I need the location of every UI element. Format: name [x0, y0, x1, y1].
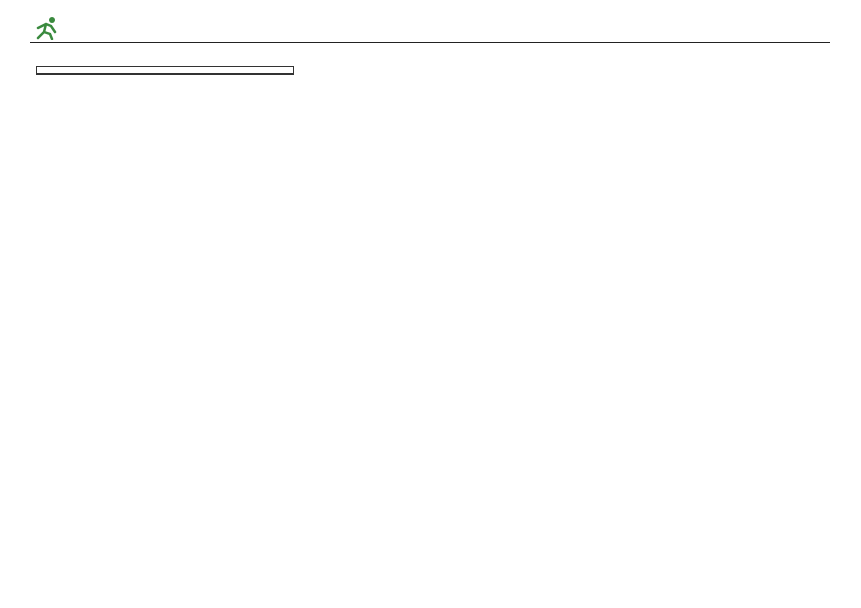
header-divider [30, 42, 830, 43]
score-box [36, 66, 294, 75]
site-logo[interactable] [34, 16, 164, 40]
page-column-2 [306, 52, 558, 56]
page-column-3 [568, 52, 824, 56]
exam-info [37, 67, 293, 74]
page-column-1 [36, 52, 298, 80]
runner-logo-icon [34, 16, 60, 40]
